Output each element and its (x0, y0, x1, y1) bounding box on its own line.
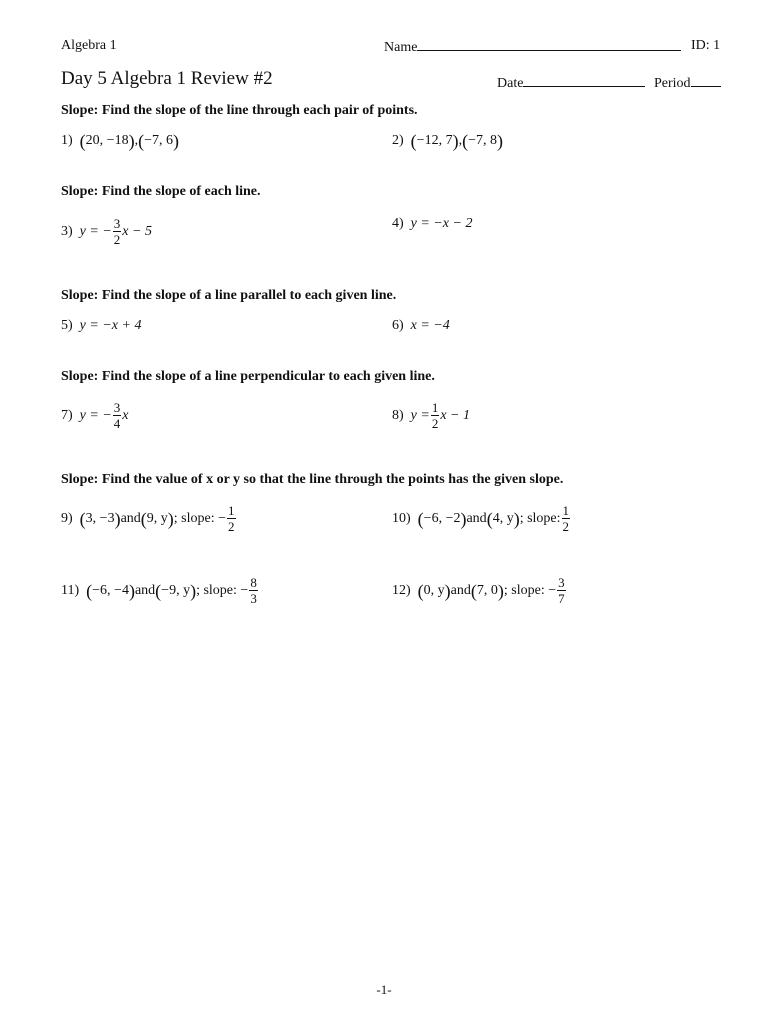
problem-7 (61, 400, 129, 431)
fraction (113, 400, 122, 431)
equation: x = −4 (410, 318, 450, 333)
section-heading-slope-two-points: Slope: Find the slope of the line through each pair of points. (61, 103, 418, 118)
and-connector: and (134, 582, 156, 598)
problem-number: 1) (61, 133, 73, 148)
numerator: 3 (558, 575, 565, 590)
name-label: Name (384, 40, 418, 55)
problem-6 (392, 318, 450, 334)
problem-2: 2) ( −12, 7 ) , ( −7, 8 ) (392, 131, 503, 151)
point-b: 4, y (492, 510, 514, 526)
fraction (113, 216, 122, 247)
point-a: 3, −3 (85, 510, 115, 526)
page-number: -1- (376, 982, 392, 997)
problem-number: 3) (61, 223, 73, 239)
denominator: 3 (250, 591, 257, 606)
fraction (557, 575, 566, 606)
problem-number: 11) (61, 582, 80, 598)
section-heading-find-value: Slope: Find the value of x or y so that the line through the points has the given slope. (61, 472, 564, 487)
name-field[interactable] (384, 38, 681, 56)
problem-3 (61, 216, 152, 247)
problem-number: 7) (61, 407, 73, 423)
denominator: 7 (558, 591, 565, 606)
slope-label: ; slope: − (503, 582, 557, 598)
section-heading-parallel: Slope: Find the slope of a line parallel to each given line. (61, 288, 397, 303)
fraction (227, 503, 236, 534)
fraction (562, 503, 571, 534)
and-connector: and (120, 510, 141, 526)
equation: y = −x + 4 (79, 318, 142, 333)
numerator: 1 (228, 503, 235, 518)
problem-8 (392, 400, 470, 431)
denominator: 2 (431, 416, 439, 431)
numerator: 8 (250, 575, 257, 590)
problem-number: 5) (61, 318, 73, 333)
section-heading-slope-each-line: Slope: Find the slope of each line. (61, 184, 261, 199)
period-label: Period (654, 76, 691, 91)
problem-number: 8) (392, 407, 404, 423)
problem-11: 11) ( −6, −4 ) and ( −9, y ) ; slope: − $\frac{8}{3}$ (61, 575, 257, 606)
problem-9: 9) ( 3, −3 ) and ( 9, y ) ; slope: − $\frac{1}{2}$ (61, 503, 235, 534)
problem-number: 12) (392, 582, 411, 598)
section-heading-perpendicular: Slope: Find the slope of a line perpendicular to each given line. (61, 369, 435, 384)
equation-rhs: x − 5 (122, 223, 152, 239)
numerator: 3 (113, 400, 121, 415)
equation-lhs: y = − (79, 407, 112, 423)
fraction (249, 575, 258, 606)
point-a: 0, y (423, 582, 445, 598)
equation-lhs: y = (410, 407, 430, 423)
equation-lhs: y = − (79, 223, 112, 239)
problem-1: 1) ( 20, −18 ) , ( −7, 6 ) (61, 131, 179, 151)
date-label: Date (497, 76, 524, 91)
period-field[interactable] (654, 74, 721, 92)
problem-10: 10) ( −6, −2 ) and ( 4, y ) ; slope: $\frac{1}{2}$ (392, 503, 570, 534)
point-b: −9, y (161, 582, 191, 598)
equation: y = −x − 2 (410, 216, 473, 231)
denominator: 2 (113, 232, 121, 247)
numerator: 1 (431, 400, 439, 415)
problem-number: 4) (392, 216, 404, 231)
numerator: 3 (113, 216, 121, 231)
slope-label: ; slope: − (173, 510, 227, 526)
point-b: 9, y (146, 510, 168, 526)
period-blank[interactable] (691, 74, 721, 87)
point-a: 20, −18 (85, 133, 129, 148)
numerator: 1 (562, 503, 570, 518)
point-a: −6, −4 (92, 582, 129, 598)
denominator: 2 (562, 519, 570, 534)
problem-5 (61, 318, 141, 334)
problem-12: 12) ( 0, y ) and ( 7, 0 ) ; slope: − $\frac{3}{7}$ (392, 575, 565, 606)
problem-number: 2) (392, 133, 404, 148)
problem-4 (392, 216, 472, 232)
and-connector: and (466, 510, 487, 526)
denominator: 4 (113, 416, 121, 431)
point-a: −6, −2 (423, 510, 461, 526)
denominator: 2 (228, 519, 235, 534)
name-blank[interactable] (417, 38, 681, 51)
point-a: −12, 7 (416, 133, 453, 148)
problem-number: 9) (61, 510, 73, 526)
date-blank[interactable] (523, 74, 645, 87)
point-b: −7, 6 (144, 133, 173, 148)
equation-rhs: x − 1 (440, 407, 471, 423)
point-b: −7, 8 (468, 133, 497, 148)
comma: , (458, 133, 463, 148)
fraction (431, 400, 440, 431)
equation-rhs: x (122, 407, 129, 423)
slope-label: ; slope: − (196, 582, 249, 598)
problem-number: 6) (392, 318, 404, 333)
comma: , (134, 133, 139, 148)
date-field[interactable] (497, 74, 645, 92)
course-label: Algebra 1 (61, 38, 117, 53)
problem-number: 10) (392, 510, 411, 526)
point-b: 7, 0 (476, 582, 498, 598)
and-connector: and (450, 582, 471, 598)
slope-label: ; slope: (519, 510, 561, 526)
worksheet-title: Day 5 Algebra 1 Review #2 (61, 68, 273, 89)
id-label: ID: 1 (691, 38, 721, 53)
